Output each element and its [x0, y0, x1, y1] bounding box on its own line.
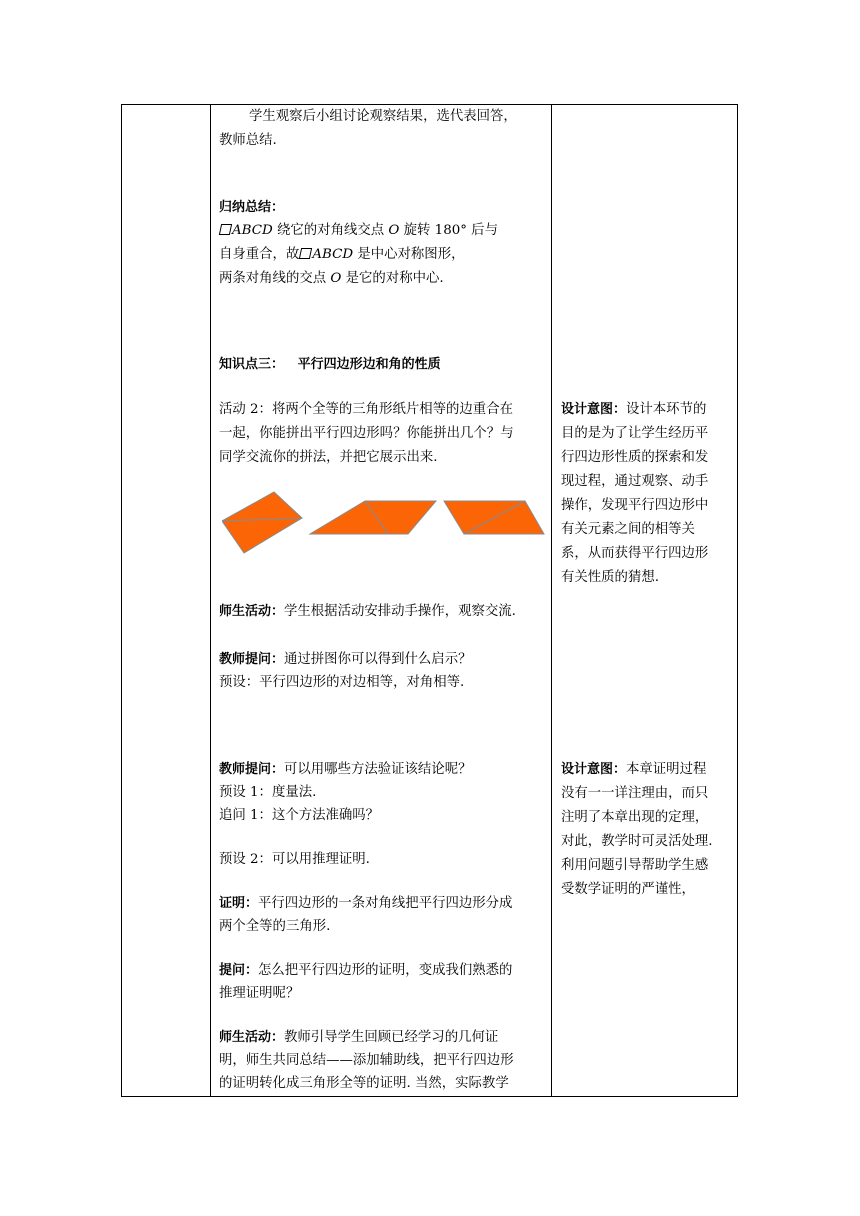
- design-intent-2-line: 受数学证明的严谨性，: [561, 882, 695, 897]
- design-intent-1-line: 目的是为了让学生经历平: [561, 426, 709, 441]
- column-divider-left: [210, 105, 211, 1096]
- teacher-question-1: 教师提问：通过拼图你可以得到什么启示？: [219, 652, 472, 667]
- parallelogram-symbol-icon: [219, 224, 232, 235]
- figure-2-shape: [310, 501, 436, 534]
- activity2-line-2: 明，师生共同总结——添加辅助线，把平行四边形: [219, 1053, 514, 1068]
- design-intent-2-line: 没有一一详注理由，而只: [561, 786, 709, 801]
- figure-1-shape: [222, 492, 302, 553]
- design-intent-1-line: 行四边形性质的探索和发: [561, 450, 709, 465]
- summary-heading: 归纳总结：: [219, 200, 285, 215]
- knowledge-point-3-heading: 知识点三： 平行四边形边和角的性质: [219, 357, 441, 372]
- figure-3: [444, 501, 544, 534]
- design-intent-2-line: 利用问题引导帮助学生感: [561, 858, 709, 873]
- summary-line-2: 自身重合，故 ABCD 是中心对称图形，: [219, 247, 465, 262]
- figure-1: [222, 492, 302, 553]
- activity2-line-3: 的证明转化成三角形全等的证明. 当然，实际教学: [219, 1076, 509, 1091]
- design-intent-2-line: 对此，教学时可灵活处理.: [561, 834, 713, 849]
- teacher-question-2: 教师提问：可以用哪些方法验证该结论呢？: [219, 762, 472, 777]
- design-intent-1-line: 有关元素之间的相等关: [561, 522, 695, 537]
- design-intent-2-line: 注明了本章出现的定理，: [561, 810, 709, 825]
- proof-line-2: 两个全等的三角形.: [219, 919, 331, 934]
- column-divider-right: [551, 105, 552, 1096]
- activity2-line-1: 师生活动：教师引导学生回顾已经学习的几何证: [219, 1030, 499, 1045]
- teacher-question-1-preset: 预设：平行四边形的对边相等，对角相等.: [219, 675, 465, 690]
- design-intent-1-line: 操作，发现平行四边形中: [561, 498, 709, 513]
- activity-line-1: 活动 2：将两个全等的三角形纸片相等的边重合在: [219, 402, 513, 417]
- observe-line-1: 学生观察后小组讨论观察结果，选代表回答，: [249, 109, 517, 124]
- activity-line-2: 一起，你能拼出平行四边形吗？你能拼出几个？与: [219, 426, 514, 441]
- figure-2: [310, 501, 436, 534]
- summary-line-3: 两条对角线的交点 O 是它的对称中心.: [219, 271, 444, 286]
- lesson-table: [121, 104, 738, 1097]
- preset-2: 预设 2：可以用推理证明.: [219, 852, 370, 867]
- design-intent-2-line-1: 设计意图：本章证明过程: [561, 762, 707, 777]
- parallelogram-symbol-icon: [299, 248, 312, 259]
- follow-up-1: 追问 1：这个方法准确吗？: [219, 808, 380, 823]
- activity-line-3: 同学交流你的拼法，并把它展示出来.: [219, 450, 438, 465]
- preset-1: 预设 1：度量法.: [219, 785, 317, 800]
- ask-line-2: 推理证明呢？: [219, 986, 300, 1001]
- teacher-student-activity: 师生活动：学生根据活动安排动手操作，观察交流.: [219, 604, 516, 619]
- design-intent-1-line-1: 设计意图：设计本环节的: [561, 402, 707, 417]
- design-intent-1-line: 系，从而获得平行四边形: [561, 546, 709, 561]
- parallelogram-figures: [222, 480, 562, 600]
- proof-line-1: 证明：平行四边形的一条对角线把平行四边形分成: [219, 896, 513, 911]
- ask-line-1: 提问：怎么把平行四边形的证明，变成我们熟悉的: [219, 963, 513, 978]
- design-intent-1-line: 有关性质的猜想.: [561, 570, 659, 585]
- design-intent-1-line: 现过程，通过观察、动手: [561, 474, 709, 489]
- observe-line-2: 教师总结.: [219, 133, 277, 148]
- summary-line-1: ABCD 绕它的对角线交点 O 旋转 180° 后与: [219, 218, 498, 244]
